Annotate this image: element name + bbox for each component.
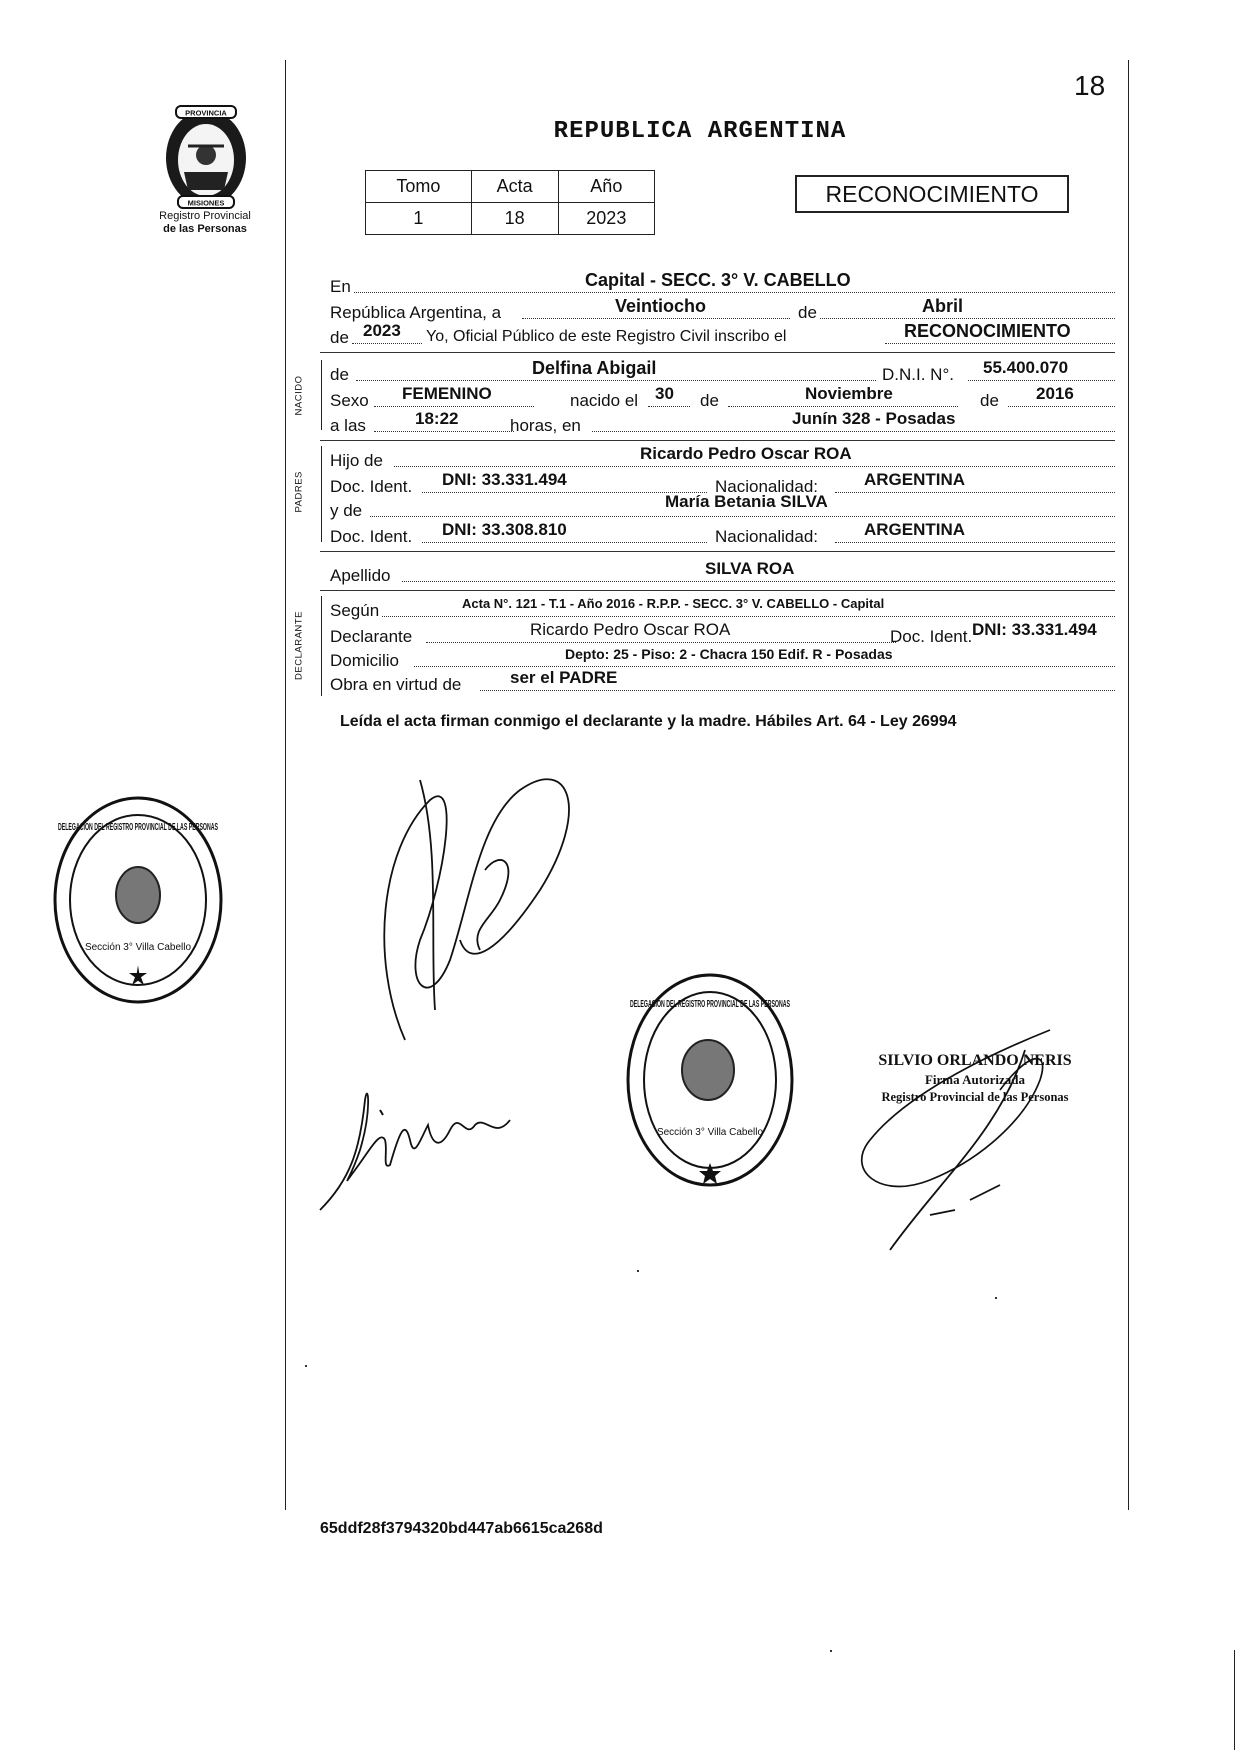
birth-de-label-2: de — [980, 391, 999, 410]
page-edge-line — [1234, 1650, 1235, 1750]
dni-label: D.N.I. N°. — [882, 365, 954, 384]
nacido-el-label: nacido el — [570, 391, 639, 410]
center-seal-text: DELEGACION DEL REGISTRO PROVINCIAL DE LAS PERSONAS — [630, 999, 791, 1010]
declarante-label: Declarante — [330, 627, 413, 646]
declarante-row-name — [330, 622, 1115, 646]
speck — [637, 1270, 639, 1272]
logo-caption-line2: de las Personas — [163, 223, 247, 235]
segun-value: Acta N°. 121 - T.1 - Año 2016 - R.P.P. - SECC. 3° V. CABELLO - Capital — [462, 596, 885, 611]
mother-doc-label: Doc. Ident. — [330, 527, 413, 546]
father-nat-value: ARGENTINA — [864, 470, 966, 489]
mother-nat-value: ARGENTINA — [864, 520, 966, 539]
apellido-value: SILVA ROA — [705, 559, 795, 578]
father-value: Ricardo Pedro Oscar ROA — [640, 444, 852, 463]
right-margin-line — [1128, 60, 1129, 1510]
sexo-value: FEMENINO — [402, 384, 492, 403]
padres-row-mother-doc — [330, 522, 1115, 546]
dni-value: 55.400.070 — [983, 358, 1069, 377]
alas-label: a las — [330, 416, 366, 435]
logo-ribbon-top: PROVINCIA — [185, 108, 227, 118]
declarante-value: Ricardo Pedro Oscar ROA — [530, 620, 731, 639]
mother-signature — [310, 1070, 550, 1220]
center-seal — [620, 965, 800, 1195]
logo-caption — [130, 210, 280, 236]
day-value: Veintiocho — [615, 296, 707, 316]
declarant-signature — [360, 760, 620, 1080]
month-value: Abril — [922, 296, 964, 316]
father-doc-label: Doc. Ident. — [330, 477, 413, 496]
nacido-row-name — [330, 360, 1115, 384]
obra-value: ser el PADRE — [510, 668, 618, 687]
birth-year-value: 2016 — [1036, 384, 1074, 403]
logo-emblem-icon — [148, 100, 264, 212]
left-seal-inner: Sección 3° Villa Cabello — [84, 942, 192, 953]
official-org: Registro Provincial de las Personas — [881, 1090, 1069, 1104]
segun-label: Según — [330, 601, 380, 620]
declarante-doc-label: Doc. Ident. — [890, 627, 973, 646]
padres-row-mother — [330, 492, 1115, 520]
sexo-label: Sexo — [330, 391, 369, 410]
officer-text: Yo, Oficial Público de este Registro Civil inscribo el — [426, 328, 787, 345]
closing-text: Leída el acta firman conmigo el declarante y la madre. Hábiles Art. 64 - Ley 26994 — [340, 713, 957, 730]
place-value: Junín 328 - Posadas — [792, 409, 956, 428]
domicilio-value: Depto: 25 - Piso: 2 - Chacra 150 Edif. R - Posadas — [565, 646, 893, 662]
horas-label: horas, en — [510, 416, 581, 435]
registry-logo — [148, 100, 264, 212]
nacido-side-label: NACIDO — [293, 375, 305, 416]
logo-caption-line1: Registro Provincial — [159, 210, 251, 222]
year-prefix-label: de — [330, 328, 349, 347]
table-header-anio: Año — [558, 171, 654, 203]
mother-doc-value: DNI: 33.308.810 — [442, 520, 567, 539]
year-value: 2023 — [363, 321, 401, 340]
intro-row-date — [330, 298, 1115, 322]
act-type-box: RECONOCIMIENTO — [795, 175, 1069, 213]
nacido-de-label: de — [330, 365, 349, 384]
name-value: Delfina Abigail — [532, 358, 657, 378]
hijo-label: Hijo de — [330, 451, 383, 470]
left-seal-text: DELEGACION DEL REGISTRO PROVINCIAL DE LAS PERSONAS — [58, 822, 219, 833]
intro-row-officer — [330, 323, 1115, 347]
table-header-acta: Acta — [471, 171, 558, 203]
declarante-side-label: DECLARANTE — [293, 611, 305, 680]
table-value-tomo: 1 — [366, 203, 472, 235]
birth-month-value: Noviembre — [805, 384, 893, 403]
apellido-label: Apellido — [330, 566, 391, 585]
obra-label: Obra en virtud de — [330, 675, 462, 694]
document-hash: 65ddf28f3794320bd447ab6615ca268d — [320, 1520, 603, 1537]
act-value: RECONOCIMIENTO — [904, 321, 1071, 341]
official-name: SILVIO ORLANDO NERIS — [878, 1052, 1072, 1069]
table-header-tomo: Tomo — [366, 171, 472, 203]
official-signature — [850, 1010, 1080, 1250]
declarante-doc-value: DNI: 33.331.494 — [972, 620, 1097, 639]
logo-ribbon-bottom: MISIONES — [187, 198, 225, 208]
en-value: Capital - SECC. 3° V. CABELLO — [585, 270, 851, 290]
nacido-row-sexo — [330, 386, 1115, 410]
declarante-row-obra — [330, 670, 1115, 694]
left-margin-line — [285, 60, 286, 1510]
mother-value: María Betania SILVA — [665, 492, 828, 511]
birth-de-label: de — [700, 391, 719, 410]
birth-day-value: 30 — [655, 384, 674, 403]
father-nat-label: Nacionalidad: — [715, 477, 819, 496]
official-role: Firma Autorizada — [924, 1072, 1025, 1087]
nacido-row-place — [330, 411, 1115, 435]
domicilio-label: Domicilio — [330, 651, 399, 670]
speck — [830, 1650, 832, 1652]
document-title: REPUBLICA ARGENTINA — [553, 118, 847, 145]
table-value-acta: 18 — [471, 203, 558, 235]
mother-nat-label: Nacionalidad: — [715, 527, 819, 546]
declarante-row-domicilio — [330, 646, 1115, 670]
page-number: 18 — [1074, 70, 1106, 101]
speck — [995, 1297, 997, 1299]
padres-row-father — [330, 446, 1115, 470]
apellido-row — [330, 561, 1115, 585]
de-label: de — [798, 303, 817, 322]
center-seal-inner: Sección 3° Villa Cabello — [656, 1127, 764, 1138]
registry-table — [365, 170, 655, 235]
table-value-anio: 2023 — [558, 203, 654, 235]
yde-label: y de — [330, 501, 363, 520]
left-seal — [48, 790, 228, 1010]
speck — [305, 1365, 307, 1367]
declarante-row-segun — [330, 596, 1115, 620]
en-label: En — [330, 277, 351, 296]
padres-side-label: PADRES — [293, 471, 305, 513]
father-doc-value: DNI: 33.331.494 — [442, 470, 567, 489]
time-value: 18:22 — [415, 409, 459, 428]
intro-row-en — [330, 272, 1115, 296]
republica-label: República Argentina, a — [330, 303, 502, 322]
